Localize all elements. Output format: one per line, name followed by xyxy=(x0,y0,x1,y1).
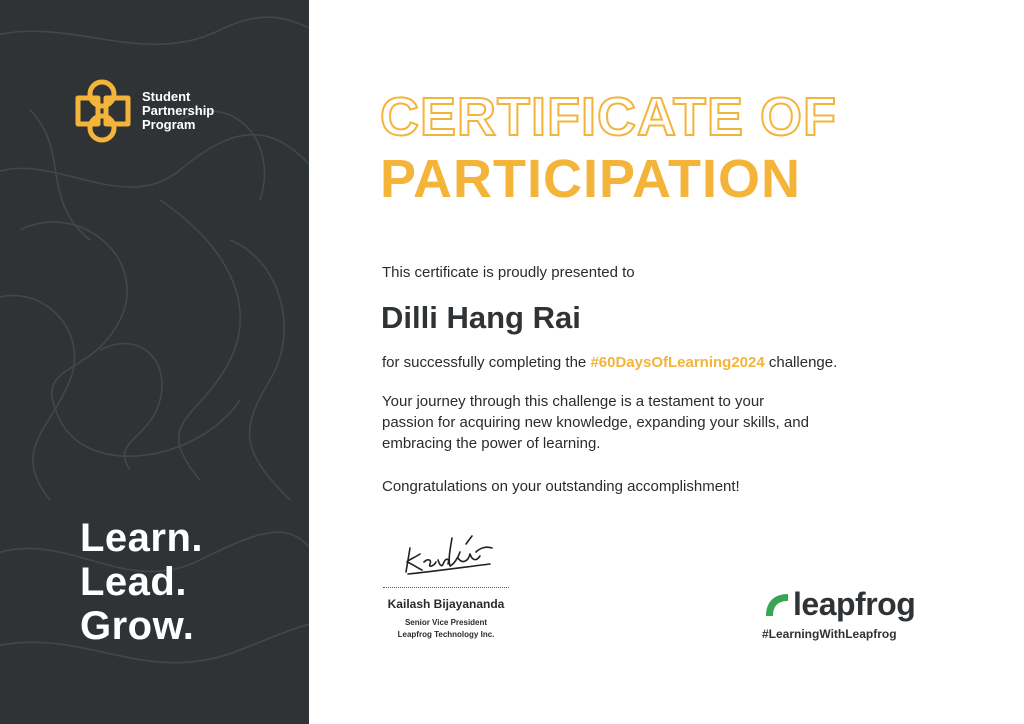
logo-line: Partnership xyxy=(142,103,215,118)
signatory-title: Senior Vice President xyxy=(404,618,488,627)
certificate-title-line2: PARTICIPATION xyxy=(380,149,801,209)
leapfrog-wordmark: leapfrog xyxy=(793,585,916,622)
tagline xyxy=(80,516,203,648)
signatory-name: Kailash Bijayananda xyxy=(387,597,505,611)
journey-line: embracing the power of learning. xyxy=(382,435,601,452)
journey-line: Your journey through this challenge is a testament to your xyxy=(382,393,765,410)
logo-text xyxy=(142,90,214,132)
signatory-company: Leapfrog Technology Inc. xyxy=(397,630,495,639)
presented-to-text: This certificate is proudly presented to xyxy=(382,264,635,281)
challenge-hashtag: #60DaysOfLearning2024 xyxy=(590,354,765,371)
logo-line: Student xyxy=(142,89,191,104)
signatory-role xyxy=(366,617,526,641)
leapfrog-brand xyxy=(762,584,915,624)
signature-line xyxy=(383,587,509,588)
completion-prefix: for successfully completing the xyxy=(382,354,587,371)
logo-line: Program xyxy=(142,117,196,132)
leapfrog-arc-icon xyxy=(762,590,790,618)
sidebar-panel xyxy=(0,0,309,724)
tagline-line: Learn. xyxy=(80,516,204,560)
tagline-line: Lead. xyxy=(80,560,187,604)
completion-suffix: challenge. xyxy=(768,354,838,371)
student-partnership-logo-icon xyxy=(70,78,136,144)
completion-statement xyxy=(382,354,837,371)
signature-image xyxy=(398,528,498,580)
tagline-line: Grow. xyxy=(80,604,195,648)
certificate-title-line1: CERTIFICATE OF xyxy=(380,87,837,147)
journey-paragraph xyxy=(382,391,902,454)
congratulations-text: Congratulations on your outstanding accomplishment! xyxy=(382,478,740,495)
journey-line: passion for acquiring new knowledge, expanding your skills, and xyxy=(382,414,809,431)
brand-hashtag: #LearningWithLeapfrog xyxy=(762,627,897,641)
recipient-name: Dilli Hang Rai xyxy=(381,300,581,335)
